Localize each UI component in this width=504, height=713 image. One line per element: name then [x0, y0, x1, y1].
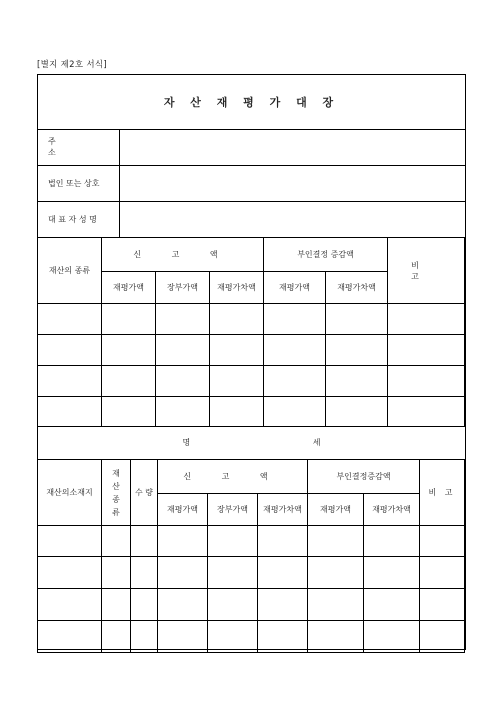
table-cell[interactable]: [38, 589, 102, 621]
table-cell[interactable]: [102, 557, 131, 589]
table-cell[interactable]: [102, 397, 156, 427]
detail-reported-header: [158, 460, 308, 494]
table-cell[interactable]: [308, 621, 364, 653]
table-cell[interactable]: [131, 526, 158, 557]
table-cell[interactable]: [102, 589, 131, 621]
table-cell[interactable]: [420, 589, 465, 621]
table-cell[interactable]: [264, 397, 326, 427]
table-cell[interactable]: [258, 589, 308, 621]
table-cell[interactable]: [364, 621, 420, 653]
detail-heading: 명 세: [182, 438, 381, 447]
table-cell[interactable]: [38, 397, 102, 427]
table-cell[interactable]: [326, 397, 388, 427]
address-field[interactable]: [121, 129, 465, 165]
table-cell[interactable]: [388, 304, 465, 335]
table-row: [38, 526, 465, 557]
detail-deferred-header: 부인결정증감액: [308, 460, 420, 494]
table-cell[interactable]: [131, 557, 158, 589]
table-cell[interactable]: [131, 589, 158, 621]
corp-name-label: 법인 또는 상호: [38, 165, 120, 201]
table-cell[interactable]: [210, 335, 264, 366]
table-cell[interactable]: [420, 526, 465, 557]
asset-revaluation-ledger: [37, 74, 466, 650]
detail-remarks-header: [420, 460, 465, 526]
corp-name-row: [38, 165, 465, 202]
summary-remarks-header: [388, 238, 465, 304]
table-cell[interactable]: [264, 335, 326, 366]
summary-reported-text: 신 고 액: [133, 250, 232, 259]
table-cell[interactable]: [102, 335, 156, 366]
detail-location-header: 재산의소재지: [38, 460, 102, 526]
table-cell[interactable]: [308, 557, 364, 589]
summary-def-revaluation-diff-header: 재평가차액: [326, 272, 388, 304]
table-cell[interactable]: [38, 526, 102, 557]
corp-name-field[interactable]: [121, 165, 465, 201]
table-cell[interactable]: [364, 526, 420, 557]
table-row: [38, 366, 465, 397]
table-cell[interactable]: [102, 366, 156, 397]
summary-book-value-header: 장부가액: [156, 272, 210, 304]
table-cell[interactable]: [158, 621, 208, 653]
table-cell[interactable]: [388, 397, 465, 427]
detail-asset-type-header: 재 산 종 류: [102, 460, 131, 526]
ledger-title: 자 산 재 평 가 대 장: [38, 75, 465, 130]
table-cell[interactable]: [420, 621, 465, 653]
table-cell[interactable]: [38, 366, 102, 397]
table-cell[interactable]: [131, 621, 158, 653]
detail-remarks-text: 비 고: [428, 488, 456, 497]
table-row: [38, 589, 465, 621]
address-row: [38, 129, 465, 166]
table-cell[interactable]: [264, 366, 326, 397]
table-cell[interactable]: [326, 366, 388, 397]
table-cell[interactable]: [208, 557, 258, 589]
table-cell[interactable]: [364, 557, 420, 589]
table-cell[interactable]: [158, 526, 208, 557]
detail-quantity-header: 수 량: [131, 460, 158, 526]
table-cell[interactable]: [210, 397, 264, 427]
table-cell[interactable]: [38, 304, 102, 335]
address-label-text: 주 소: [48, 137, 98, 157]
table-cell[interactable]: [102, 304, 156, 335]
table-cell[interactable]: [364, 589, 420, 621]
table-row: [38, 335, 465, 366]
detail-revaluation-diff-header: 재평가차액: [258, 494, 308, 526]
table-cell[interactable]: [208, 621, 258, 653]
table-cell[interactable]: [210, 366, 264, 397]
table-cell[interactable]: [102, 526, 131, 557]
table-cell[interactable]: [264, 304, 326, 335]
form-number-label: [별지 제2호 서식]: [37, 60, 108, 70]
table-row: [38, 557, 465, 589]
address-label: [38, 129, 120, 165]
summary-revaluation-diff-header: 재평가차액: [210, 272, 264, 304]
detail-book-value-header: 장부가액: [208, 494, 258, 526]
table-cell[interactable]: [420, 557, 465, 589]
table-cell[interactable]: [156, 304, 210, 335]
table-cell[interactable]: [38, 557, 102, 589]
representative-field[interactable]: [121, 201, 465, 237]
table-cell[interactable]: [258, 621, 308, 653]
table-cell[interactable]: [326, 335, 388, 366]
representative-row: [38, 201, 465, 238]
table-cell[interactable]: [38, 621, 102, 653]
summary-reported-header: [102, 238, 264, 272]
table-cell[interactable]: [158, 557, 208, 589]
table-row: [38, 304, 465, 335]
detail-revaluation-header: 재평가액: [158, 494, 208, 526]
table-cell[interactable]: [156, 397, 210, 427]
summary-asset-type-header: 재산의 종류: [38, 238, 102, 304]
table-cell[interactable]: [102, 621, 131, 653]
table-cell[interactable]: [308, 589, 364, 621]
table-cell[interactable]: [208, 589, 258, 621]
table-cell[interactable]: [210, 304, 264, 335]
representative-label: 대 표 자 성 명: [38, 201, 120, 237]
table-cell[interactable]: [258, 526, 308, 557]
table-row: [38, 397, 465, 427]
summary-table: [37, 237, 465, 427]
table-cell[interactable]: [156, 366, 210, 397]
summary-deferred-header: 부인결정 증감액: [264, 238, 388, 272]
summary-remarks-text: 비 고: [411, 260, 441, 281]
table-cell[interactable]: [308, 526, 364, 557]
table-cell[interactable]: [208, 526, 258, 557]
detail-table: [37, 459, 465, 653]
table-cell[interactable]: [388, 335, 465, 366]
table-cell[interactable]: [258, 557, 308, 589]
detail-def-revaluation-header: 재평가액: [308, 494, 364, 526]
table-cell[interactable]: [388, 366, 465, 397]
table-cell[interactable]: [326, 304, 388, 335]
table-cell[interactable]: [156, 335, 210, 366]
detail-def-revaluation-diff-header: 재평가차액: [364, 494, 420, 526]
table-cell[interactable]: [38, 335, 102, 366]
table-cell[interactable]: [158, 589, 208, 621]
summary-def-revaluation-header: 재평가액: [264, 272, 326, 304]
summary-revaluation-header: 재평가액: [102, 272, 156, 304]
table-row: [38, 621, 465, 653]
detail-reported-text: 신 고 액: [183, 472, 282, 481]
